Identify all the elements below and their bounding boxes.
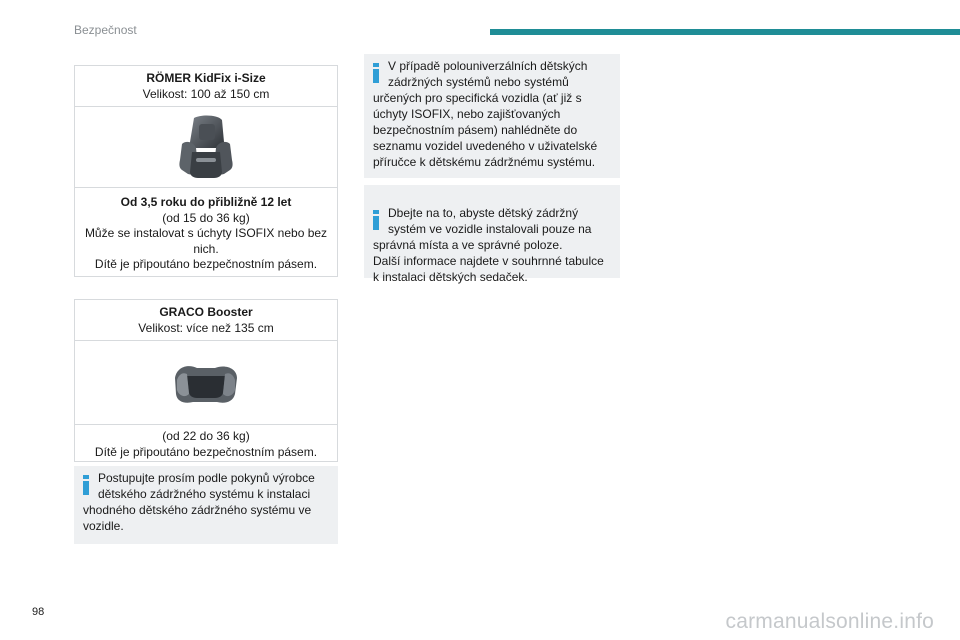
seat-size: Velikost: 100 až 150 cm [142, 86, 270, 101]
seat-name: GRACO Booster [159, 305, 253, 319]
seat-age: Od 3,5 roku do přibližně 12 let [120, 195, 292, 209]
seat-details [75, 424, 337, 461]
info-icon [373, 63, 379, 83]
info-icon [373, 210, 379, 230]
seat-header [75, 300, 337, 340]
seat-detail-line: (od 22 do 36 kg) [162, 429, 250, 443]
seat-table-romer [74, 65, 338, 277]
info-icon [83, 475, 89, 495]
seat-name: RÖMER KidFix i-Size [146, 71, 266, 85]
info-note-text: V případě polouniverzálních dětských zádržných systémů nebo systémů určených pro specifická vozidla (ať již s úchyty ISOFIX, nebo zajišťovaných bezpečnostním pásem) nahlédněte do seznamu vozidel uvedeného v uživatelské příručce k dětskému zádržnému systému. [373, 59, 598, 169]
booster-cushion-icon [171, 360, 241, 406]
seat-detail-line: Může se instalovat s úchyty ISOFIX nebo bez nich. [84, 226, 328, 256]
booster-seat-with-backrest-icon [174, 114, 238, 180]
info-note [74, 466, 338, 544]
seat-table-graco [74, 299, 338, 462]
seat-details [75, 187, 337, 276]
info-note-text: Postupujte prosím podle pokynů výrobce dětského zádržného systému k instalaci vhodného dětského zádržného systému ve vozidle. [83, 471, 315, 533]
watermark: carmanualsonline.info [725, 610, 934, 633]
seat-detail-line: (od 15 do 36 kg) [162, 210, 250, 225]
page-number: 98 [32, 606, 45, 618]
seat-image-cell [75, 340, 337, 424]
info-note [364, 185, 620, 284]
info-note [364, 54, 620, 178]
seat-detail-line: Dítě je připoutáno bezpečnostním pásem. [94, 257, 318, 271]
info-note-text: Dbejte na to, abyste dětský zádržný systém ve vozidle instalovali pouze na správná místa a ve správné poloze. Další informace najdete v souhrnné tabulce k instalaci dětských sedaček. [373, 206, 604, 284]
seat-header [75, 66, 337, 106]
header-accent-bar [490, 29, 960, 35]
seat-image-cell [75, 106, 337, 187]
seat-detail-line: Dítě je připoutáno bezpečnostním pásem. [94, 444, 318, 459]
seat-size: Velikost: více než 135 cm [138, 320, 274, 335]
section-title: Bezpečnost [74, 23, 137, 37]
